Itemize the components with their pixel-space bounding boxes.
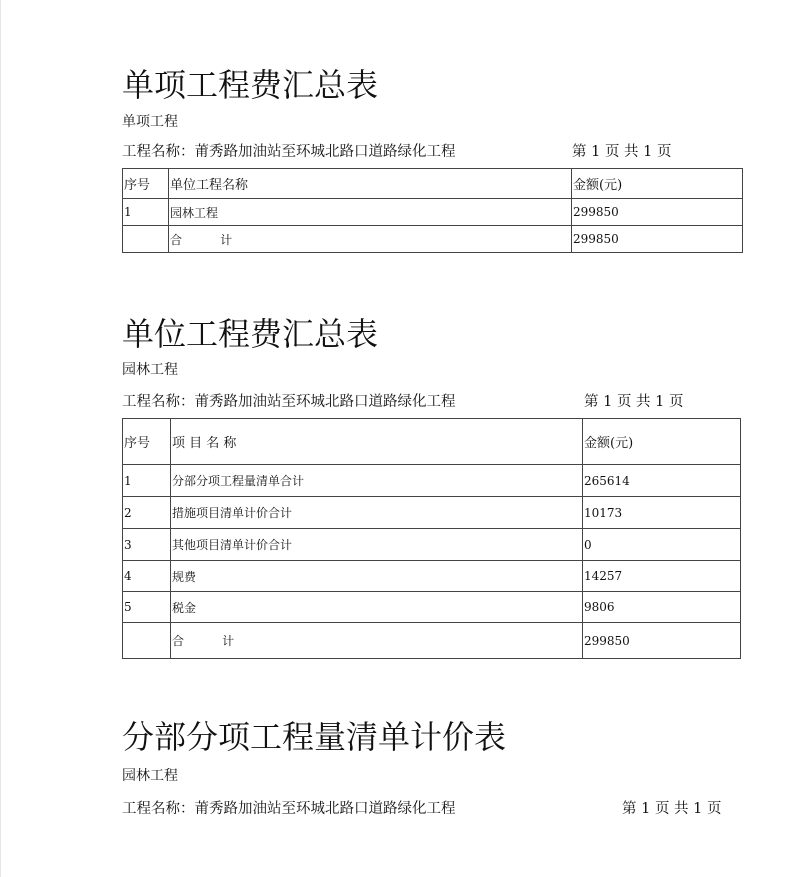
column-header-amount: 金额(元) bbox=[583, 419, 741, 465]
page-left-edge bbox=[0, 0, 1, 877]
section1-table bbox=[122, 168, 743, 253]
cell-amount: 9806 bbox=[583, 592, 741, 623]
table-header-row bbox=[123, 419, 741, 465]
cell-amount: 265614 bbox=[583, 465, 741, 497]
table-row bbox=[123, 465, 741, 497]
cell-amount: 299850 bbox=[572, 226, 743, 253]
cell-amount: 299850 bbox=[572, 199, 743, 226]
table-row bbox=[123, 561, 741, 592]
cell-amount: 299850 bbox=[583, 623, 741, 659]
section2-subtitle: 园林工程 bbox=[122, 362, 178, 378]
section1-page-number: 第 1 页 共 1 页 bbox=[572, 144, 672, 160]
section3-subtitle: 园林工程 bbox=[122, 768, 178, 784]
cell-name: 税金 bbox=[171, 592, 583, 623]
table-row bbox=[123, 529, 741, 561]
section2-title: 单位工程费汇总表 bbox=[122, 315, 379, 353]
cell-no: 3 bbox=[123, 529, 171, 561]
table-row bbox=[123, 497, 741, 529]
section3-project-name: 工程名称：莆秀路加油站至环城北路口道路绿化工程 bbox=[122, 801, 456, 817]
cell-amount: 14257 bbox=[583, 561, 741, 592]
cell-name: 合 计 bbox=[171, 623, 583, 659]
cell-no: 1 bbox=[123, 465, 171, 497]
cell-name: 规费 bbox=[171, 561, 583, 592]
section3-page-number: 第 1 页 共 1 页 bbox=[622, 801, 722, 817]
cell-name: 其他项目清单计价合计 bbox=[171, 529, 583, 561]
section3-title: 分部分项工程量清单计价表 bbox=[122, 718, 507, 756]
table-header-row bbox=[123, 169, 743, 199]
cell-no: 5 bbox=[123, 592, 171, 623]
section1-project-name: 工程名称：莆秀路加油站至环城北路口道路绿化工程 bbox=[122, 144, 456, 160]
cell-no bbox=[123, 226, 169, 253]
section1-subtitle: 单项工程 bbox=[122, 114, 178, 130]
cell-no: 4 bbox=[123, 561, 171, 592]
cell-name: 合 计 bbox=[169, 226, 572, 253]
section2-table bbox=[122, 418, 741, 659]
cell-no: 1 bbox=[123, 199, 169, 226]
section2-page-number: 第 1 页 共 1 页 bbox=[584, 394, 684, 410]
cell-name: 园林工程 bbox=[169, 199, 572, 226]
table-row bbox=[123, 592, 741, 623]
column-header-no: 序号 bbox=[123, 419, 171, 465]
column-header-amount: 金额(元) bbox=[572, 169, 743, 199]
section2-project-name: 工程名称：莆秀路加油站至环城北路口道路绿化工程 bbox=[122, 394, 456, 410]
cell-amount: 10173 bbox=[583, 497, 741, 529]
table-total-row bbox=[123, 226, 743, 253]
cell-no: 2 bbox=[123, 497, 171, 529]
cell-no bbox=[123, 623, 171, 659]
column-header-no: 序号 bbox=[123, 169, 169, 199]
cell-name: 分部分项工程量清单合计 bbox=[171, 465, 583, 497]
cell-name: 措施项目清单计价合计 bbox=[171, 497, 583, 529]
table-row bbox=[123, 199, 743, 226]
section1-title: 单项工程费汇总表 bbox=[122, 66, 379, 104]
cell-amount: 0 bbox=[583, 529, 741, 561]
column-header-name: 单位工程名称 bbox=[169, 169, 572, 199]
column-header-name: 项 目 名 称 bbox=[171, 419, 583, 465]
table-total-row bbox=[123, 623, 741, 659]
